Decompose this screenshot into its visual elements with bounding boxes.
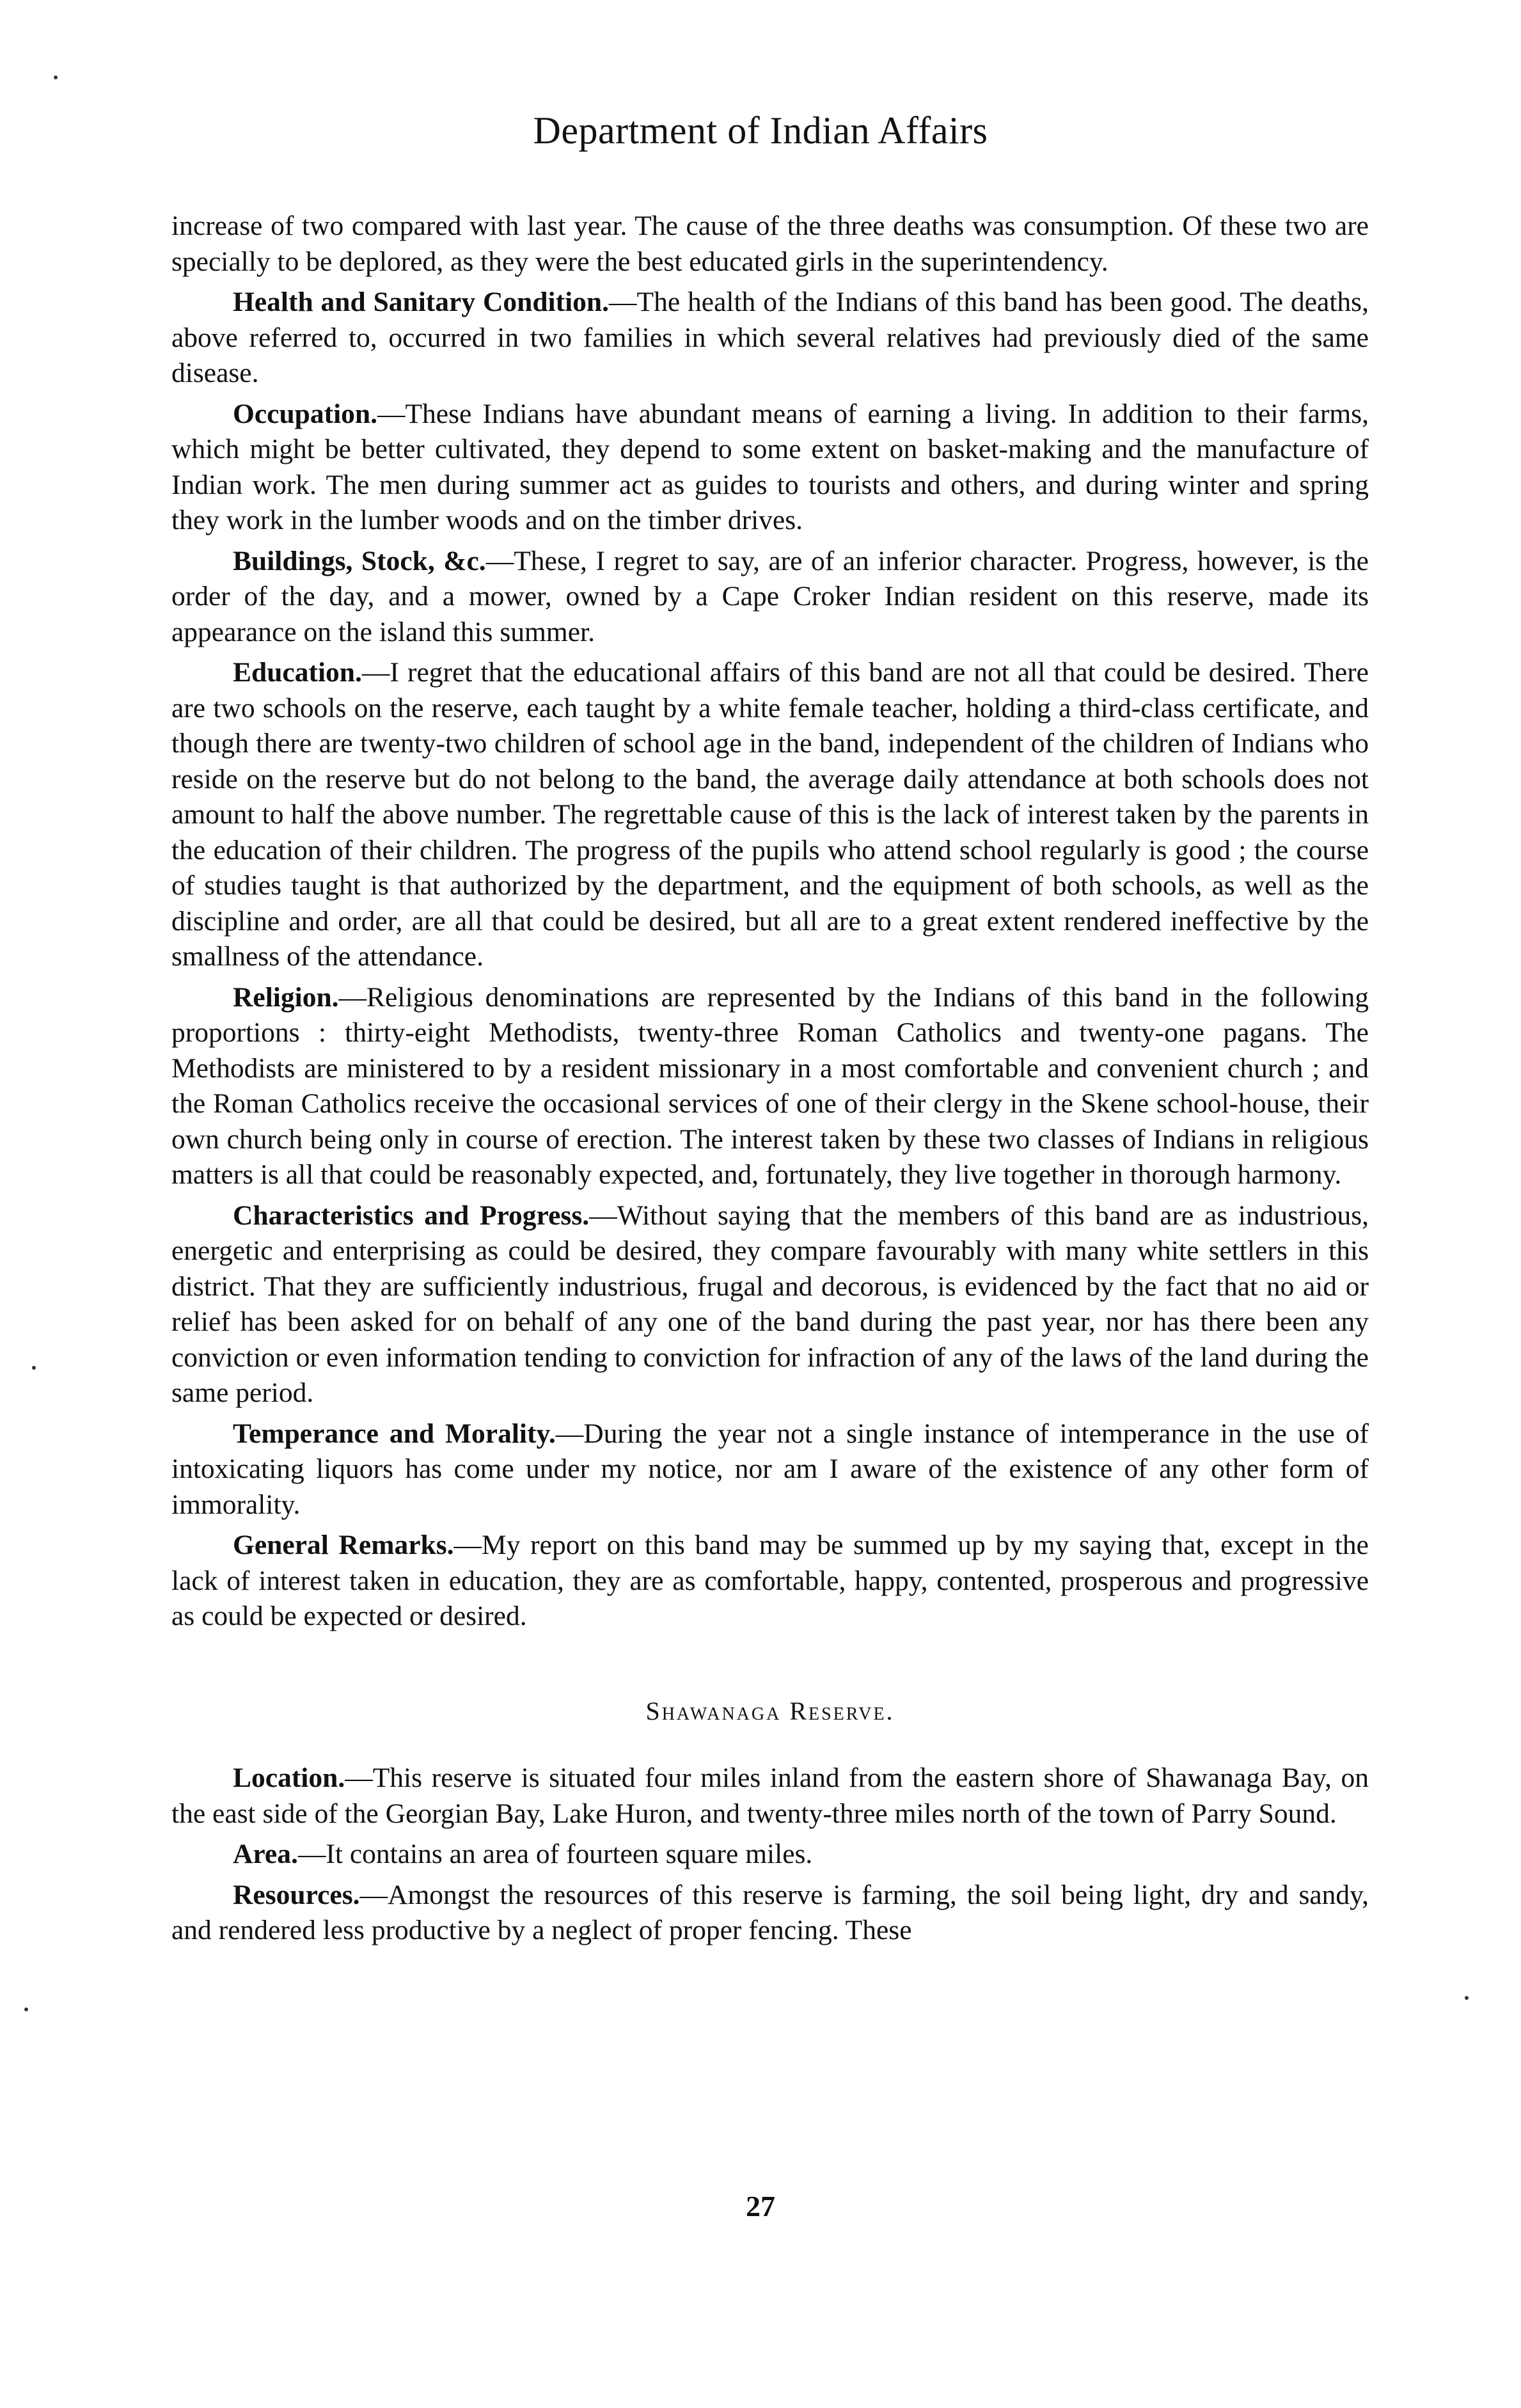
paragraph-buildings xyxy=(171,544,1369,651)
paragraph-text: —It contains an area of fourteen square miles. xyxy=(297,1839,813,1869)
paragraph-heading: Location. xyxy=(233,1762,345,1793)
paragraph-text: —I regret that the educational affairs of this band are not all that could be desired. There are two schools on the reserve, each taught by a white female teacher, holding a third-class certificate, and though there are twenty-two children of school age in the band, independent of the children of Indians who reside on the reserve but do not belong to the band, the average daily attendance at both schools does not amount to half the above number. The regrettable cause of this is the lack of interest taken by the parents in the education of their children. The progress of the pupils who attend school regularly is good ; the course of studies taught is that authorized by the department, and the equipment of both schools, as well as the discipline and order, are all that could be desired, but all are to a great extent rendered ineffective by the smallness of the attendance. xyxy=(171,657,1369,972)
paragraph-heading: Area. xyxy=(233,1839,298,1869)
paragraph-text: —The health of the Indians of this band has been good. The deaths, above referred to, occurred in two families in which several relatives had previously died of the same disease. xyxy=(171,287,1369,388)
page-number: 27 xyxy=(746,2190,775,2222)
paragraph-text: —These, I regret to say, are of an inferior character. Progress, however, is the order of the day, and a mower, owned by a Cape Croker Indian resident on this reserve, made its appearance on the island this summer. xyxy=(171,545,1369,647)
scan-speck xyxy=(32,1366,36,1370)
paragraph-text: —Without saying that the members of this band are as industrious, energetic and enterprising as could be desired, they compare favourably with many white settlers in this district. That they are sufficiently industrious, frugal and decorous, is evidenced by the fact that no aid or relief has been asked for on behalf of any one of the band during the past year, nor has there been any conviction or even information tending to conviction for infraction of any of the laws of the land during the same period. xyxy=(171,1200,1369,1408)
paragraph-location xyxy=(171,1761,1369,1832)
paragraph-text: —These Indians have abundant means of earning a living. In addition to their farms, which might be better cultivated, they depend to some extent on basket-making and the manufacture of Indian work. The men during summer act as guides to tourists and others, and during winter and spring they work in the lumber woods and on the timber drives. xyxy=(171,398,1369,535)
paragraph-health xyxy=(171,285,1369,392)
reserve-section-heading: Shawanaga Reserve. xyxy=(645,1696,895,1725)
paragraph-heading: General Remarks. xyxy=(233,1530,454,1560)
scan-speck xyxy=(24,2008,28,2011)
scan-speck xyxy=(1465,1996,1469,2000)
running-title: Department of Indian Affairs xyxy=(533,109,988,152)
scan-speck xyxy=(54,75,58,79)
paragraph-temperance xyxy=(171,1416,1369,1523)
paragraph-characteristics xyxy=(171,1198,1369,1411)
paragraph-text: —During the year not a single instance of intemperance in the use of intoxicating liquors has come under my notice, nor am I aware of the existence of any other form of immorality. xyxy=(171,1418,1369,1520)
body-text xyxy=(171,209,1369,1954)
paragraph-heading: Temperance and Morality. xyxy=(233,1418,556,1449)
intro-paragraph: increase of two compared with last year. The cause of the three deaths was consumption. Of these two are specially to be deplored, as they were the best educated girls in the superintendency. xyxy=(171,210,1369,277)
paragraph-general-remarks xyxy=(171,1528,1369,1635)
paragraph-religion xyxy=(171,980,1369,1193)
paragraph-heading: Resources. xyxy=(233,1879,360,1910)
paragraph-heading: Health and Sanitary Condition. xyxy=(233,287,609,317)
paragraph-education xyxy=(171,655,1369,975)
paragraph-heading: Religion. xyxy=(233,981,339,1013)
paragraph-heading: Occupation. xyxy=(233,398,377,429)
paragraph-occupation xyxy=(171,397,1369,539)
paragraph-resources xyxy=(171,1878,1369,1949)
paragraph-heading: Characteristics and Progress. xyxy=(233,1200,590,1231)
paragraph-text: —Amongst the resources of this reserve is farming, the soil being light, dry and sandy, and rendered less productive by a neglect of proper fencing. These xyxy=(171,1879,1369,1945)
paragraph-text: —Religious denominations are represented by the Indians of this band in the following proportions : thirty-eight Methodists, twenty-three Roman Catholics and twenty-one pagans. The Methodists are ministered to by a resident missionary in a most comfortable and convenient church ; and the Roman Catholics receive the occasional services of one of their clergy in the Skene school-house, their own church being only in course of erection. The interest taken by these two classes of Indians in religious matters is all that could be reasonably expected, and, fortunately, they live together in thorough harmony. xyxy=(171,981,1369,1190)
paragraph-area xyxy=(171,1837,1369,1873)
paragraph-text: —My report on this band may be summed up by my saying that, except in the lack of interest taken in education, they are as comfortable, happy, contented, prosperous and progressive as could be expected or desired. xyxy=(171,1530,1369,1631)
paragraph-heading: Education. xyxy=(233,657,362,688)
paragraph-text: —This reserve is situated four miles inland from the eastern shore of Shawanaga Bay, on the east side of the Georgian Bay, Lake Huron, and twenty-three miles north of the town of Parry Sound. xyxy=(171,1762,1369,1829)
paragraph-heading: Buildings, Stock, &c. xyxy=(233,545,486,576)
